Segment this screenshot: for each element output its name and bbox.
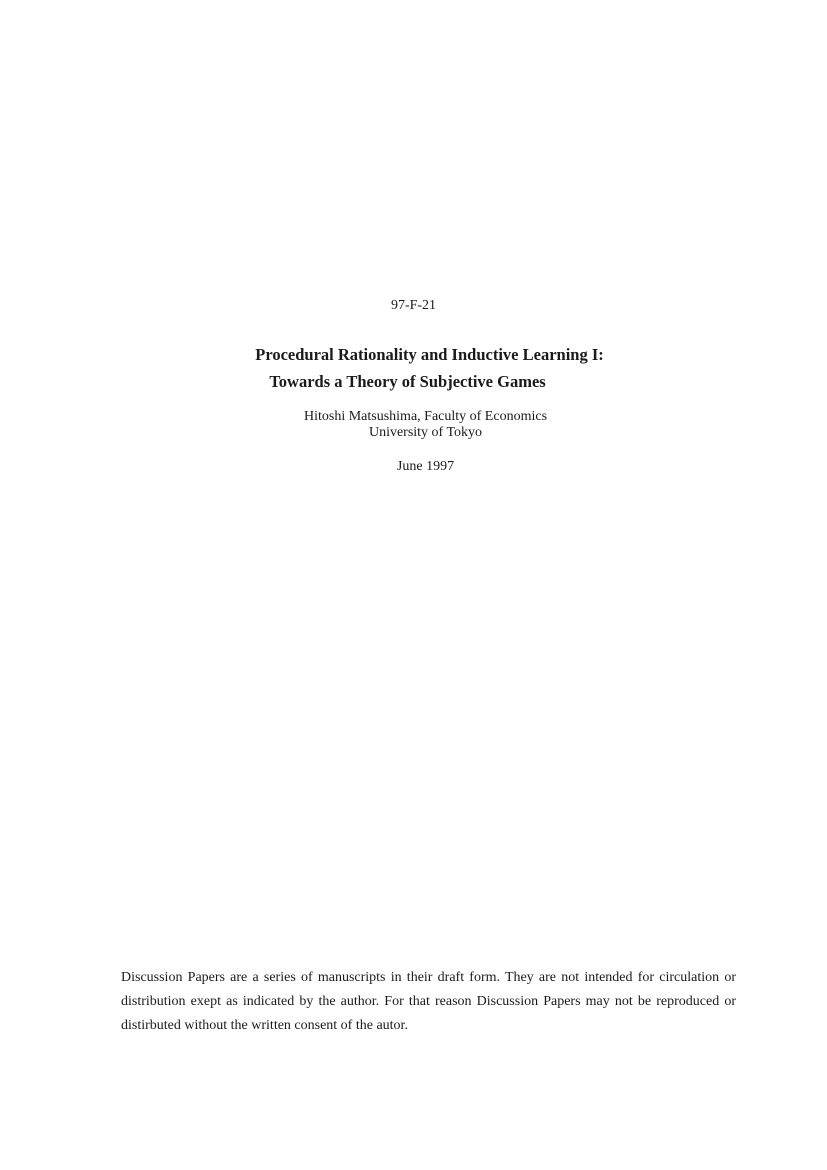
author-affiliation-line-2: University of Tokyo xyxy=(368,425,483,440)
author-affiliation-line-1: Hitoshi Matsushima, Faculty of Economics xyxy=(303,409,548,424)
paper-number: 97-F-21 xyxy=(390,298,437,313)
disclaimer-paragraph: Discussion Papers are a series of manuscripts in their draft form. They are not intended for circulation or distribution exept as indicated by the author. For that reason Discussion Papers may not be reproduced or distirbuted without the written consent of the autor. xyxy=(121,970,736,1033)
publication-date: June 1997 xyxy=(396,459,455,474)
title-line-2: Towards a Theory of Subjective Games xyxy=(269,372,546,391)
title-line-1: Procedural Rationality and Inductive Learning I: xyxy=(255,345,604,364)
